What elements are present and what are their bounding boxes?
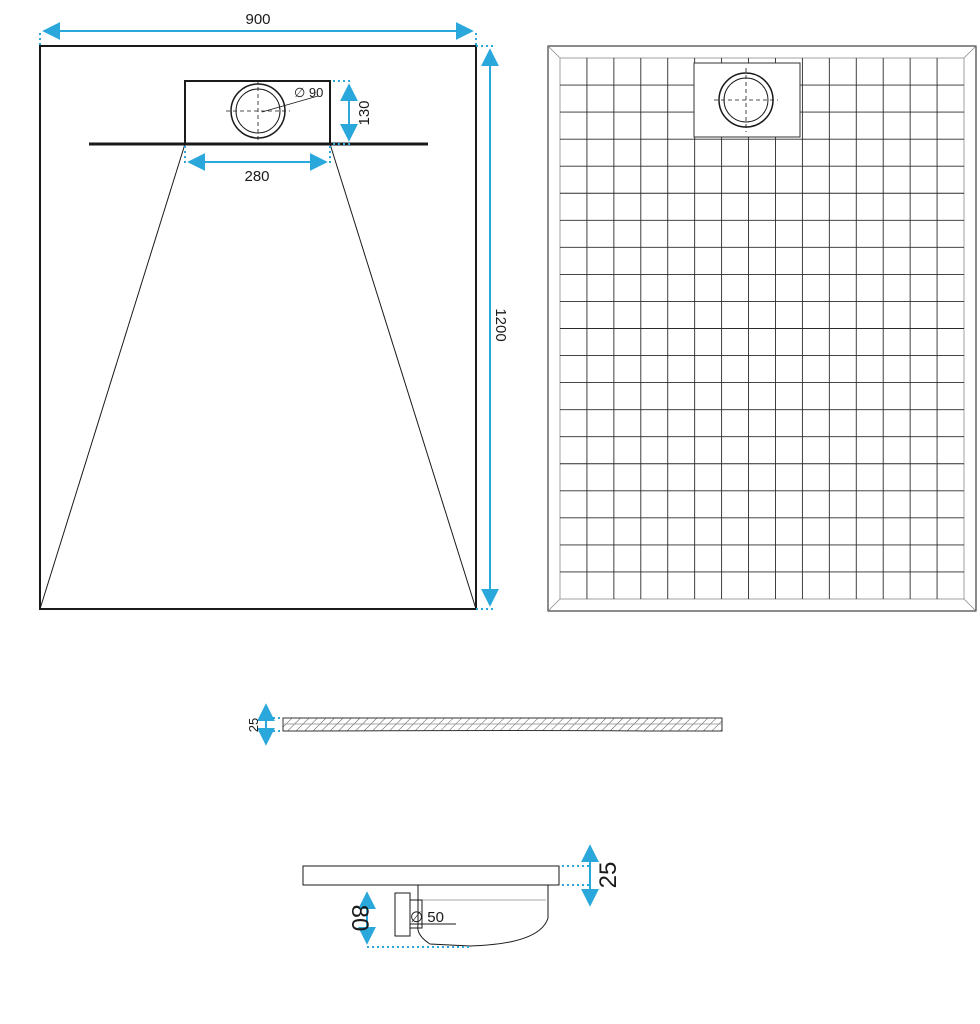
- detail-thickness-label: 25: [595, 861, 622, 889]
- drain-height-label: 130: [356, 100, 373, 126]
- tile-texture-view: [548, 46, 976, 611]
- profile-thickness-label: 25: [246, 717, 261, 733]
- drain-detail: [303, 846, 622, 947]
- drain-diameter-label: ∅ 90: [294, 85, 324, 100]
- outlet-diameter-label: ∅ 50: [410, 909, 444, 926]
- slope-lines: [40, 144, 476, 609]
- side-profile: [246, 705, 722, 744]
- profile-shape: [283, 718, 722, 731]
- outlet-pipe: [395, 893, 410, 936]
- tile-grid: [560, 58, 964, 599]
- top-view: [40, 11, 509, 609]
- detail-depth-label: 80: [346, 904, 373, 932]
- length-label: 1200: [492, 308, 509, 342]
- width-label: 900: [245, 11, 271, 28]
- tray-slab: [303, 866, 559, 885]
- drain-width-label: 280: [244, 168, 270, 185]
- textured-drain-cover: [694, 63, 800, 137]
